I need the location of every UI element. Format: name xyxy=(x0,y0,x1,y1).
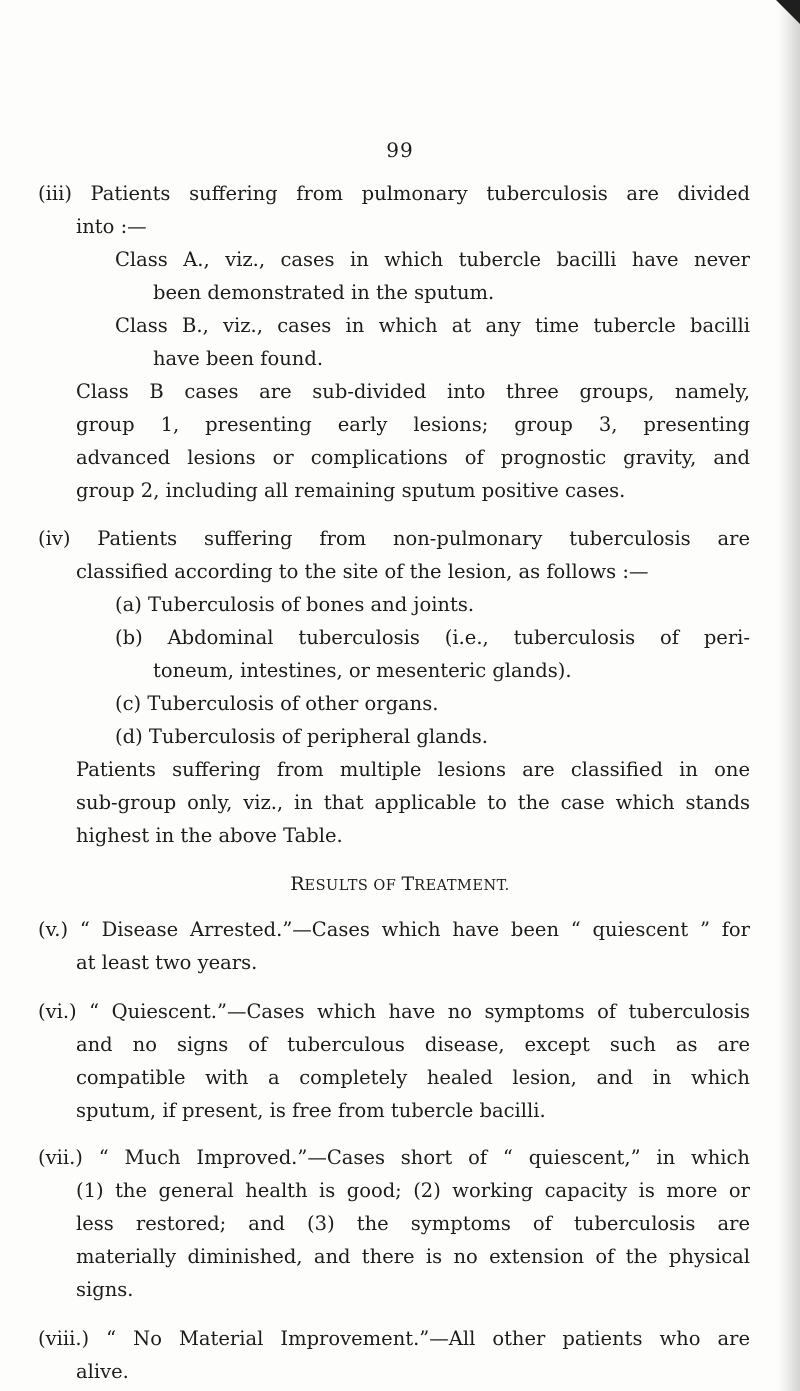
text-line: at least two years. xyxy=(76,951,258,974)
text-line: (1) the general health is good; (2) working capacity is more or xyxy=(76,1179,750,1202)
text-line: (iv) Patients suffering from non-pulmonary tuberculosis are xyxy=(38,527,750,550)
text-line: have been found. xyxy=(153,347,324,370)
text-line: (v.) “ Disease Arrested.”—Cases which have been “ quiescent ” for xyxy=(38,918,750,941)
text-line: highest in the above Table. xyxy=(76,824,343,847)
text-line: group 1, presenting early lesions; group 3, presenting xyxy=(76,413,750,436)
text-line: sputum, if present, is free from tubercle bacilli. xyxy=(76,1099,546,1122)
text-line: been demonstrated in the sputum. xyxy=(153,281,495,304)
text-line: (d) Tuberculosis of peripheral glands. xyxy=(115,725,489,748)
text-line: (b) Abdominal tuberculosis (i.e., tuberculosis of peri- xyxy=(115,626,750,649)
text-line: (vi.) “ Quiescent.”—Cases which have no symptoms of tuberculosis xyxy=(38,1000,750,1023)
section-heading: RESULTS OF TREATMENT. xyxy=(290,873,510,895)
text-line: (c) Tuberculosis of other organs. xyxy=(115,692,439,715)
text-line: Class B., viz., cases in which at any time tubercle bacilli xyxy=(115,314,750,337)
text-line: signs. xyxy=(76,1278,134,1301)
text-line: (vii.) “ Much Improved.”—Cases short of “ quiescent,” in which xyxy=(38,1146,750,1169)
text-line: classified according to the site of the lesion, as follows :— xyxy=(76,560,649,583)
text-line: toneum, intestines, or mesenteric glands). xyxy=(153,659,572,682)
text-line: Patients suffering from multiple lesions are classified in one xyxy=(76,758,750,781)
text-line: alive. xyxy=(76,1360,129,1383)
text-line: group 2, including all remaining sputum positive cases. xyxy=(76,479,626,502)
text-line: Class A., viz., cases in which tubercle bacilli have never xyxy=(115,248,750,271)
text-line: less restored; and (3) the symptoms of tuberculosis are xyxy=(76,1212,750,1235)
page-corner-fold xyxy=(776,0,800,24)
page-edge-shadow xyxy=(778,0,800,1391)
text-line: materially diminished, and there is no extension of the physical xyxy=(76,1245,750,1268)
text-line: Class B cases are sub-divided into three groups, namely, xyxy=(76,380,750,403)
text-line: and no signs of tuberculous disease, except such as are xyxy=(76,1033,750,1056)
page-number: 99 xyxy=(386,138,414,162)
text-line: sub-group only, viz., in that applicable to the case which stands xyxy=(76,791,750,814)
text-line: compatible with a completely healed lesion, and in which xyxy=(76,1066,750,1089)
text-line: (iii) Patients suffering from pulmonary tuberculosis are divided xyxy=(38,182,750,205)
text-line: (viii.) “ No Material Improvement.”—All other patients who are xyxy=(38,1327,750,1350)
text-line: into :— xyxy=(76,215,147,238)
text-line: advanced lesions or complications of prognostic gravity, and xyxy=(76,446,750,469)
text-line: (a) Tuberculosis of bones and joints. xyxy=(115,593,475,616)
